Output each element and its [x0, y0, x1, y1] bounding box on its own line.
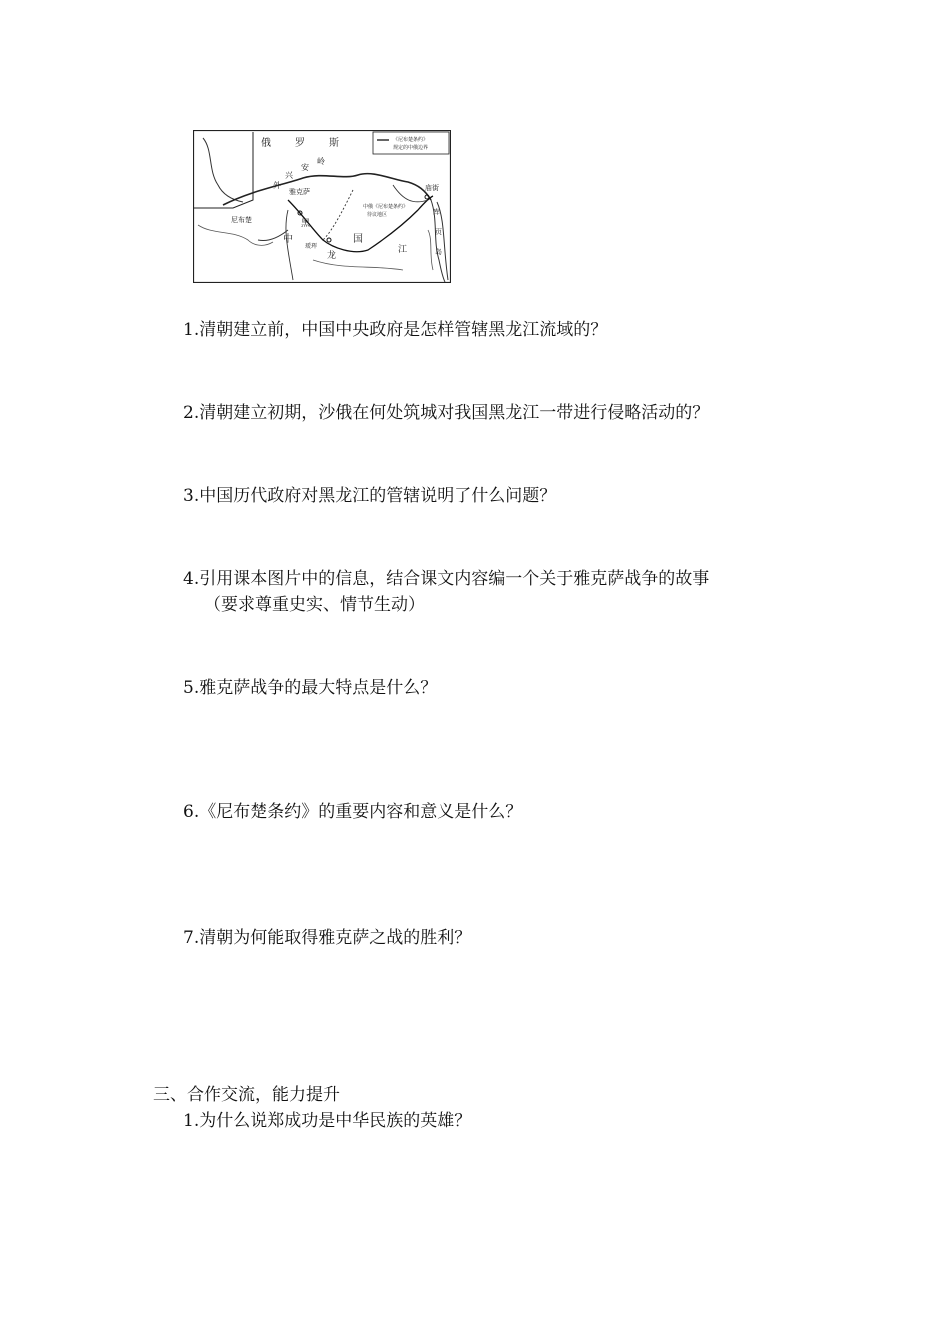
section-3-heading: 三、合作交流，能力提升 — [153, 1085, 340, 1105]
map-label-heilongjiang-1: 黑 — [301, 219, 311, 229]
map-label-xingan-4: 岭 — [317, 157, 325, 166]
map-legend-line-2: 规定的中俄边界 — [393, 145, 429, 151]
question-3: 3.中国历代政府对黑龙江的管辖说明了什么问题？ — [183, 486, 557, 506]
question-4-line-1: 4.引用课本图片中的信息，结合课文内容编一个关于雅克萨战争的故事 — [183, 569, 710, 589]
question-4-line-2: （要求尊重史实、情节生动） — [204, 595, 425, 615]
map-label-xingan-2: 兴 — [285, 171, 293, 180]
map-label-miaojie: 庙街 — [425, 184, 439, 192]
map-label-yakesa: 雅克萨 — [289, 188, 310, 196]
question-1: 1.清朝建立前，中国中央政府是怎样管辖黑龙江流域的？ — [183, 320, 608, 340]
map-label-heilongjiang-2: 龙 — [327, 251, 337, 261]
map-legend-line-1: 《尼布楚条约》 — [393, 137, 429, 143]
map-label-kuye-1: 库 — [433, 208, 440, 216]
question-6: 6.《尼布楚条约》的重要内容和意义是什么？ — [183, 802, 523, 822]
question-5: 5.雅克萨战争的最大特点是什么？ — [183, 678, 438, 698]
question-7: 7.清朝为何能取得雅克萨之战的胜利？ — [183, 928, 472, 948]
map-label-russia-3: 斯 — [329, 138, 339, 149]
map-label-kuye-2: 页 — [435, 228, 442, 236]
map-label-nerchinsk: 尼布楚 — [231, 216, 252, 224]
historical-map — [193, 130, 451, 283]
question-2: 2.清朝建立初期，沙俄在何处筑城对我国黑龙江一带进行侵略活动的？ — [183, 403, 710, 423]
map-label-xingan-3: 安 — [301, 163, 309, 172]
map-label-undecided-1: 中俄《尼布楚条约》 — [363, 204, 409, 210]
map-label-china-1: 中 — [283, 234, 293, 245]
map-label-aihui: 瑷珲 — [305, 243, 318, 250]
map-label-heilongjiang-3: 江 — [398, 245, 408, 255]
map-label-china-2: 国 — [353, 234, 363, 245]
section-3-question-1: 1.为什么说郑成功是中华民族的英雄？ — [183, 1111, 472, 1131]
map-label-undecided-2: 待议地区 — [367, 212, 388, 218]
map-label-russia-2: 罗 — [295, 138, 305, 149]
map-label-kuye-3: 岛 — [435, 248, 442, 256]
map-label-xingan-1: 外 — [273, 181, 281, 190]
map-label-russia-1: 俄 — [261, 138, 271, 149]
